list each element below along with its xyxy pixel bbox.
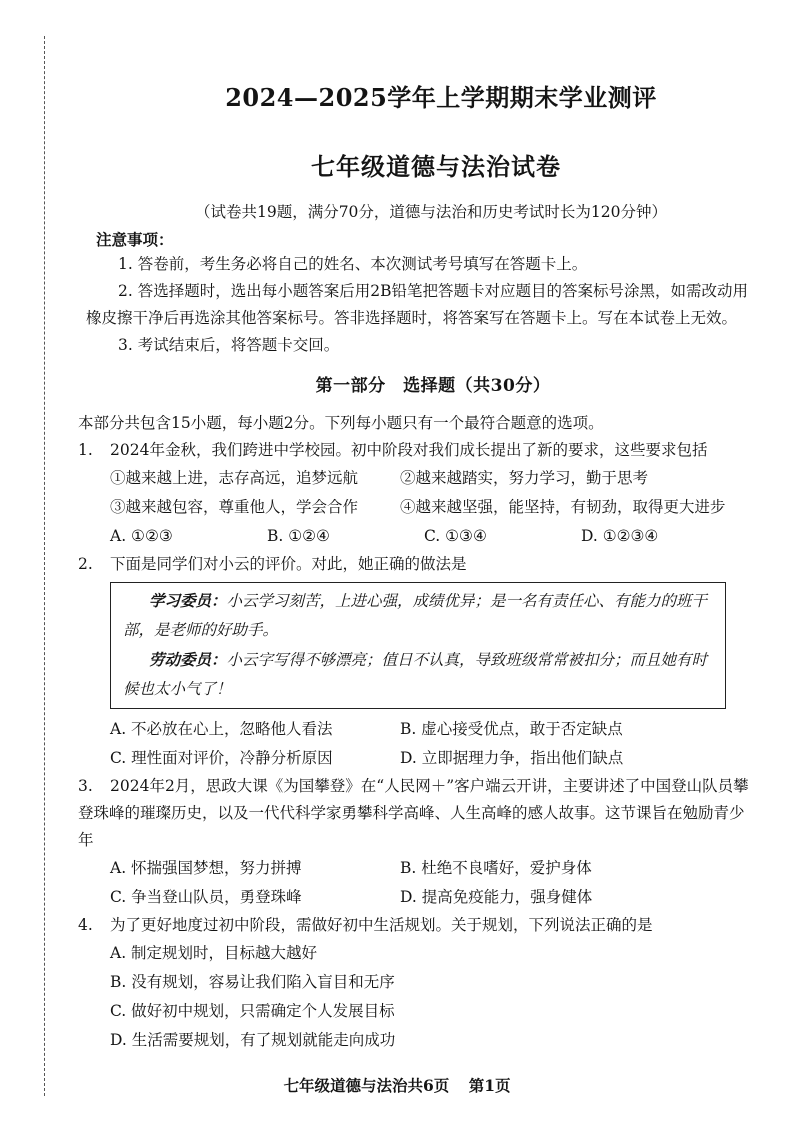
section-title: 第一部分 选择题（共30分） [315,376,551,396]
option-c: C. 理性面对评价，冷静分析原因 [110,749,333,767]
option-a: A. 怀揣强国梦想，努力拼搏 [110,859,302,877]
question-number: 4. [78,916,93,934]
notice-item: 2. 答选择题时，选出每小题答案后用2B铅笔把答题卡对应题目的答案标号涂黑，如需改动用橡皮擦干净后再选涂其他答案标号。答非选择题时，将答案写在答题卡上。写在本试卷上无效。 [86,282,748,327]
evaluation-box [110,582,726,709]
question-number: 2. [78,555,93,573]
footer-total-pages: 七年级道德与法治共6页 [283,1076,450,1095]
question-2 [78,551,756,773]
notice-heading: 注意事项： [96,230,174,249]
option-b: B. ①②④ [267,527,330,545]
exam-page [78,78,756,1055]
question-stem: 2024年金秋，我们跨进中学校园。初中阶段对我们成长提出了新的要求，这些要求包括 [110,441,708,459]
exam-title: 2024—2025学年上学期期末学业测评 [225,83,657,112]
footer-page-number: 第1页 [468,1076,511,1095]
evaluation-text: 小云学习刻苦，上进心强，成绩优异；是一名有责任心、有能力的班干部，是老师的好助手。 [123,592,708,639]
statement-item: ④越来越坚强，能坚持，有韧劲，取得更大进步 [400,498,726,516]
statement-item: ③越来越包容，尊重他人，学会合作 [110,498,359,516]
statement-item: ②越来越踏实，努力学习，勤于思考 [400,469,649,487]
question-4 [78,912,756,1055]
option-c: C. 争当登山队员，勇登珠峰 [110,888,302,906]
speaker-label: 学习委员： [149,591,227,610]
speaker-label: 劳动委员： [149,650,227,669]
option-b: B. 杜绝不良嗜好，爱护身体 [400,859,592,877]
option-d: D. ①②③④ [581,527,659,545]
question-stem: 下面是同学们对小云的评价。对此，她正确的做法是 [110,555,467,573]
option-b: B. 虚心接受优点，敢于否定缺点 [400,720,623,738]
question-stem: 为了更好地度过初中阶段，需做好初中生活规划。关于规划，下列说法正确的是 [110,916,653,934]
option-d: D. 生活需要规划，有了规划就能走向成功 [110,1031,396,1049]
option-c: C. ①③④ [424,527,487,545]
evaluation-text: 小云字写得不够漂亮；值日不认真，导致班级常常被扣分；而且她有时候也太小气了！ [123,651,708,698]
question-number: 3. [78,777,93,795]
binding-dashed-line [44,36,45,1096]
page-footer [0,1074,794,1096]
option-a: A. 制定规划时，目标越大越好 [110,944,318,962]
question-stem: 2024年2月，思政大课《为国攀登》在“人民网＋”客户端云开讲，主要讲述了中国登山队员攀登珠峰的璀璨历史，以及一代代科学家勇攀科学高峰、人生高峰的感人故事。这节课旨在勉励青少年 [78,777,749,849]
notice-item: 1. 答卷前，考生务必将自己的姓名、本次测试考号填写在答题卡上。 [118,255,588,273]
exam-info: （试卷共19题，满分70分，道德与法治和历史考试时长为120分钟） [194,203,668,221]
question-1 [78,437,756,551]
statement-item: ①越来越上进，志存高远，追梦远航 [110,469,359,487]
section-intro: 本部分共包含15小题，每小题2分。下列每小题只有一个最符合题意的选项。 [78,414,604,432]
option-c: C. 做好初中规划，只需确定个人发展目标 [110,1002,395,1020]
question-number: 1. [78,441,93,459]
option-a: A. ①②③ [110,527,173,545]
exam-subtitle: 七年级道德与法治试卷 [311,152,561,181]
option-d: D. 立即据理力争，指出他们缺点 [400,749,624,767]
option-d: D. 提高免疫能力，强身健体 [400,888,593,906]
notice-item: 3. 考试结束后，将答题卡交回。 [118,336,340,354]
option-b: B. 没有规划，容易让我们陷入盲目和无序 [110,973,395,991]
option-a: A. 不必放在心上，忽略他人看法 [110,720,333,738]
question-3 [78,773,756,912]
